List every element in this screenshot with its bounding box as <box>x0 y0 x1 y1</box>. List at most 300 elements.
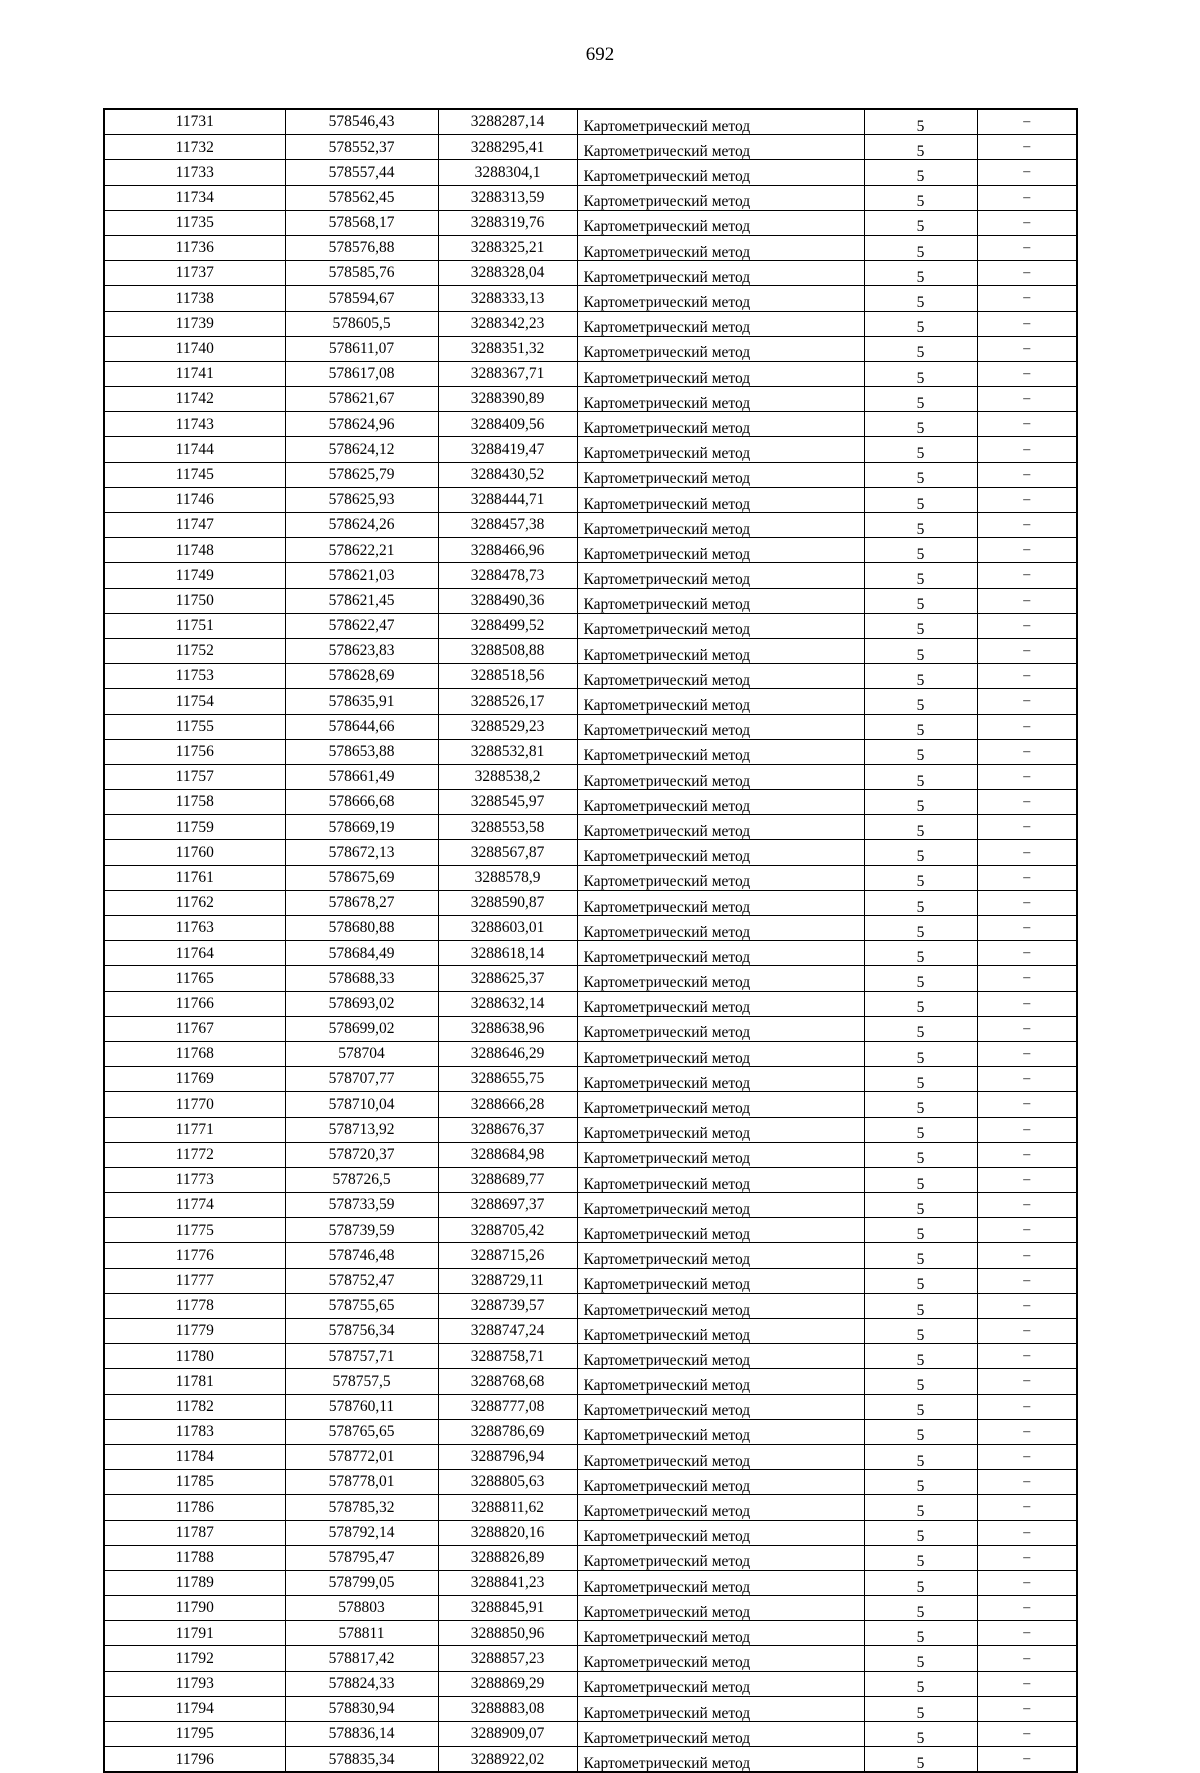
cell-y-coordinate: 3288758,71 <box>438 1344 577 1369</box>
cell-y-coordinate: 3288909,07 <box>438 1722 577 1747</box>
cell-dash: – <box>977 1369 1077 1394</box>
cell-x-coordinate: 578611,07 <box>285 336 438 361</box>
cell-x-coordinate: 578675,69 <box>285 865 438 890</box>
cell-y-coordinate: 3288545,97 <box>438 790 577 815</box>
cell-dash: – <box>977 513 1077 538</box>
cell-y-coordinate: 3288857,23 <box>438 1646 577 1671</box>
cell-y-coordinate: 3288638,96 <box>438 1016 577 1041</box>
cell-method: Картометрический метод <box>577 538 864 563</box>
cell-dash: – <box>977 1319 1077 1344</box>
cell-point-number: 11769 <box>104 1067 285 1092</box>
cell-precision: 5 <box>864 1722 977 1747</box>
cell-y-coordinate: 3288603,01 <box>438 916 577 941</box>
table-row <box>104 160 1077 185</box>
cell-x-coordinate: 578799,05 <box>285 1570 438 1595</box>
cell-y-coordinate: 3288666,28 <box>438 1092 577 1117</box>
cell-method: Картометрический метод <box>577 966 864 991</box>
cell-dash: – <box>977 1117 1077 1142</box>
cell-x-coordinate: 578621,67 <box>285 387 438 412</box>
cell-x-coordinate: 578585,76 <box>285 261 438 286</box>
table-row <box>104 1016 1077 1041</box>
cell-precision: 5 <box>864 1243 977 1268</box>
table-row <box>104 840 1077 865</box>
cell-point-number: 11739 <box>104 311 285 336</box>
cell-dash: – <box>977 235 1077 260</box>
table-row <box>104 487 1077 512</box>
cell-y-coordinate: 3288409,56 <box>438 412 577 437</box>
cell-point-number: 11771 <box>104 1117 285 1142</box>
table-row <box>104 336 1077 361</box>
table-row <box>104 1167 1077 1192</box>
cell-precision: 5 <box>864 1621 977 1646</box>
cell-x-coordinate: 578672,13 <box>285 840 438 865</box>
cell-method: Картометрический метод <box>577 1193 864 1218</box>
cell-point-number: 11796 <box>104 1747 285 1773</box>
cell-point-number: 11749 <box>104 563 285 588</box>
cell-y-coordinate: 3288632,14 <box>438 991 577 1016</box>
cell-precision: 5 <box>864 1344 977 1369</box>
table-row <box>104 638 1077 663</box>
cell-precision: 5 <box>864 588 977 613</box>
cell-dash: – <box>977 286 1077 311</box>
cell-point-number: 11770 <box>104 1092 285 1117</box>
cell-point-number: 11778 <box>104 1293 285 1318</box>
table-row <box>104 1621 1077 1646</box>
cell-y-coordinate: 3288786,69 <box>438 1419 577 1444</box>
cell-precision: 5 <box>864 916 977 941</box>
cell-y-coordinate: 3288342,23 <box>438 311 577 336</box>
cell-x-coordinate: 578617,08 <box>285 361 438 386</box>
cell-x-coordinate: 578733,59 <box>285 1193 438 1218</box>
cell-method: Картометрический метод <box>577 387 864 412</box>
cell-x-coordinate: 578785,32 <box>285 1495 438 1520</box>
cell-x-coordinate: 578757,5 <box>285 1369 438 1394</box>
cell-x-coordinate: 578739,59 <box>285 1218 438 1243</box>
cell-y-coordinate: 3288684,98 <box>438 1142 577 1167</box>
cell-point-number: 11740 <box>104 336 285 361</box>
cell-x-coordinate: 578704 <box>285 1041 438 1066</box>
cell-point-number: 11758 <box>104 790 285 815</box>
cell-precision: 5 <box>864 1444 977 1469</box>
cell-precision: 5 <box>864 462 977 487</box>
table-row <box>104 1268 1077 1293</box>
cell-dash: – <box>977 1344 1077 1369</box>
cell-x-coordinate: 578795,47 <box>285 1545 438 1570</box>
cell-method: Картометрический метод <box>577 210 864 235</box>
cell-x-coordinate: 578824,33 <box>285 1671 438 1696</box>
cell-x-coordinate: 578772,01 <box>285 1444 438 1469</box>
cell-y-coordinate: 3288697,37 <box>438 1193 577 1218</box>
cell-precision: 5 <box>864 563 977 588</box>
cell-method: Картометрический метод <box>577 1344 864 1369</box>
cell-dash: – <box>977 135 1077 160</box>
cell-x-coordinate: 578752,47 <box>285 1268 438 1293</box>
cell-point-number: 11743 <box>104 412 285 437</box>
cell-method: Картометрический метод <box>577 1293 864 1318</box>
cell-point-number: 11755 <box>104 714 285 739</box>
cell-point-number: 11731 <box>104 109 285 135</box>
cell-precision: 5 <box>864 235 977 260</box>
cell-dash: – <box>977 1495 1077 1520</box>
cell-x-coordinate: 578792,14 <box>285 1520 438 1545</box>
cell-x-coordinate: 578622,47 <box>285 613 438 638</box>
cell-point-number: 11764 <box>104 941 285 966</box>
cell-dash: – <box>977 1696 1077 1721</box>
cell-point-number: 11767 <box>104 1016 285 1041</box>
cell-dash: – <box>977 890 1077 915</box>
cell-y-coordinate: 3288869,29 <box>438 1671 577 1696</box>
cell-dash: – <box>977 1167 1077 1192</box>
cell-x-coordinate: 578778,01 <box>285 1470 438 1495</box>
table-row <box>104 1671 1077 1696</box>
cell-dash: – <box>977 261 1077 286</box>
table-row <box>104 1419 1077 1444</box>
cell-point-number: 11759 <box>104 815 285 840</box>
cell-y-coordinate: 3288747,24 <box>438 1319 577 1344</box>
cell-y-coordinate: 3288845,91 <box>438 1596 577 1621</box>
cell-point-number: 11777 <box>104 1268 285 1293</box>
cell-precision: 5 <box>864 664 977 689</box>
cell-point-number: 11732 <box>104 135 285 160</box>
cell-point-number: 11790 <box>104 1596 285 1621</box>
cell-point-number: 11766 <box>104 991 285 1016</box>
cell-precision: 5 <box>864 1495 977 1520</box>
cell-precision: 5 <box>864 865 977 890</box>
cell-point-number: 11736 <box>104 235 285 260</box>
cell-dash: – <box>977 1067 1077 1092</box>
cell-precision: 5 <box>864 1646 977 1671</box>
table-row <box>104 1722 1077 1747</box>
cell-x-coordinate: 578684,49 <box>285 941 438 966</box>
cell-x-coordinate: 578594,67 <box>285 286 438 311</box>
cell-precision: 5 <box>864 1747 977 1773</box>
table-row <box>104 210 1077 235</box>
cell-method: Картометрический метод <box>577 1419 864 1444</box>
cell-y-coordinate: 3288532,81 <box>438 739 577 764</box>
cell-method: Картометрический метод <box>577 1621 864 1646</box>
cell-y-coordinate: 3288457,38 <box>438 513 577 538</box>
cell-y-coordinate: 3288850,96 <box>438 1621 577 1646</box>
cell-precision: 5 <box>864 1117 977 1142</box>
cell-precision: 5 <box>864 991 977 1016</box>
cell-method: Картометрический метод <box>577 1444 864 1469</box>
table-row <box>104 941 1077 966</box>
cell-point-number: 11780 <box>104 1344 285 1369</box>
cell-method: Картометрический метод <box>577 361 864 386</box>
table-row <box>104 1319 1077 1344</box>
table-row <box>104 1696 1077 1721</box>
table-row <box>104 437 1077 462</box>
cell-method: Картометрический метод <box>577 689 864 714</box>
cell-method: Картометрический метод <box>577 1041 864 1066</box>
cell-point-number: 11741 <box>104 361 285 386</box>
cell-method: Картометрический метод <box>577 135 864 160</box>
cell-method: Картометрический метод <box>577 764 864 789</box>
cell-method: Картометрический метод <box>577 890 864 915</box>
cell-x-coordinate: 578625,79 <box>285 462 438 487</box>
cell-dash: – <box>977 311 1077 336</box>
cell-x-coordinate: 578726,5 <box>285 1167 438 1192</box>
table-row <box>104 513 1077 538</box>
cell-x-coordinate: 578625,93 <box>285 487 438 512</box>
cell-precision: 5 <box>864 538 977 563</box>
cell-dash: – <box>977 1016 1077 1041</box>
cell-y-coordinate: 3288777,08 <box>438 1394 577 1419</box>
cell-precision: 5 <box>864 790 977 815</box>
cell-precision: 5 <box>864 764 977 789</box>
cell-point-number: 11753 <box>104 664 285 689</box>
cell-x-coordinate: 578653,88 <box>285 739 438 764</box>
cell-dash: – <box>977 966 1077 991</box>
table-row <box>104 1495 1077 1520</box>
table-row <box>104 966 1077 991</box>
cell-x-coordinate: 578552,37 <box>285 135 438 160</box>
cell-dash: – <box>977 840 1077 865</box>
cell-dash: – <box>977 689 1077 714</box>
cell-point-number: 11734 <box>104 185 285 210</box>
cell-y-coordinate: 3288646,29 <box>438 1041 577 1066</box>
cell-y-coordinate: 3288820,16 <box>438 1520 577 1545</box>
cell-method: Картометрический метод <box>577 185 864 210</box>
cell-dash: – <box>977 109 1077 135</box>
cell-precision: 5 <box>864 412 977 437</box>
cell-point-number: 11745 <box>104 462 285 487</box>
cell-method: Картометрический метод <box>577 1243 864 1268</box>
cell-x-coordinate: 578546,43 <box>285 109 438 135</box>
cell-y-coordinate: 3288590,87 <box>438 890 577 915</box>
cell-dash: – <box>977 462 1077 487</box>
cell-x-coordinate: 578622,21 <box>285 538 438 563</box>
cell-x-coordinate: 578635,91 <box>285 689 438 714</box>
cell-dash: – <box>977 538 1077 563</box>
cell-precision: 5 <box>864 185 977 210</box>
cell-y-coordinate: 3288508,88 <box>438 638 577 663</box>
cell-point-number: 11781 <box>104 1369 285 1394</box>
cell-y-coordinate: 3288922,02 <box>438 1747 577 1773</box>
cell-x-coordinate: 578688,33 <box>285 966 438 991</box>
cell-point-number: 11733 <box>104 160 285 185</box>
cell-method: Картометрический метод <box>577 160 864 185</box>
cell-y-coordinate: 3288805,63 <box>438 1470 577 1495</box>
cell-x-coordinate: 578836,14 <box>285 1722 438 1747</box>
table-row <box>104 739 1077 764</box>
cell-point-number: 11747 <box>104 513 285 538</box>
cell-point-number: 11762 <box>104 890 285 915</box>
cell-dash: – <box>977 1747 1077 1773</box>
cell-y-coordinate: 3288390,89 <box>438 387 577 412</box>
table-row <box>104 1092 1077 1117</box>
cell-y-coordinate: 3288466,96 <box>438 538 577 563</box>
table-row <box>104 563 1077 588</box>
cell-y-coordinate: 3288553,58 <box>438 815 577 840</box>
cell-method: Картометрический метод <box>577 1747 864 1773</box>
cell-x-coordinate: 578644,66 <box>285 714 438 739</box>
cell-point-number: 11760 <box>104 840 285 865</box>
cell-dash: – <box>977 1570 1077 1595</box>
cell-method: Картометрический метод <box>577 261 864 286</box>
cell-y-coordinate: 3288705,42 <box>438 1218 577 1243</box>
cell-x-coordinate: 578707,77 <box>285 1067 438 1092</box>
cell-precision: 5 <box>864 815 977 840</box>
cell-point-number: 11775 <box>104 1218 285 1243</box>
cell-y-coordinate: 3288538,2 <box>438 764 577 789</box>
cell-point-number: 11794 <box>104 1696 285 1721</box>
cell-x-coordinate: 578623,83 <box>285 638 438 663</box>
cell-point-number: 11786 <box>104 1495 285 1520</box>
cell-x-coordinate: 578562,45 <box>285 185 438 210</box>
cell-point-number: 11752 <box>104 638 285 663</box>
cell-dash: – <box>977 210 1077 235</box>
cell-method: Картометрический метод <box>577 1470 864 1495</box>
cell-point-number: 11750 <box>104 588 285 613</box>
cell-x-coordinate: 578621,45 <box>285 588 438 613</box>
cell-point-number: 11754 <box>104 689 285 714</box>
cell-dash: – <box>977 1142 1077 1167</box>
cell-x-coordinate: 578713,92 <box>285 1117 438 1142</box>
cell-method: Картометрический метод <box>577 664 864 689</box>
cell-precision: 5 <box>864 638 977 663</box>
cell-precision: 5 <box>864 487 977 512</box>
cell-method: Картометрический метод <box>577 1646 864 1671</box>
cell-dash: – <box>977 361 1077 386</box>
cell-point-number: 11744 <box>104 437 285 462</box>
cell-method: Картометрический метод <box>577 286 864 311</box>
cell-precision: 5 <box>864 1218 977 1243</box>
table-row <box>104 1193 1077 1218</box>
table-row <box>104 588 1077 613</box>
cell-x-coordinate: 578817,42 <box>285 1646 438 1671</box>
table-row <box>104 387 1077 412</box>
cell-method: Картометрический метод <box>577 336 864 361</box>
cell-x-coordinate: 578557,44 <box>285 160 438 185</box>
cell-point-number: 11793 <box>104 1671 285 1696</box>
cell-point-number: 11737 <box>104 261 285 286</box>
cell-method: Картометрический метод <box>577 916 864 941</box>
cell-method: Картометрический метод <box>577 739 864 764</box>
cell-dash: – <box>977 1268 1077 1293</box>
cell-point-number: 11772 <box>104 1142 285 1167</box>
table-row <box>104 261 1077 286</box>
table-row <box>104 991 1077 1016</box>
cell-dash: – <box>977 1218 1077 1243</box>
cell-point-number: 11785 <box>104 1470 285 1495</box>
cell-y-coordinate: 3288526,17 <box>438 689 577 714</box>
cell-method: Картометрический метод <box>577 1319 864 1344</box>
table-row <box>104 412 1077 437</box>
cell-method: Картометрический метод <box>577 1570 864 1595</box>
cell-precision: 5 <box>864 1319 977 1344</box>
cell-dash: – <box>977 1722 1077 1747</box>
cell-method: Картометрический метод <box>577 1142 864 1167</box>
table-row <box>104 1117 1077 1142</box>
cell-dash: – <box>977 1092 1077 1117</box>
cell-y-coordinate: 3288729,11 <box>438 1268 577 1293</box>
table-row <box>104 1646 1077 1671</box>
cell-x-coordinate: 578666,68 <box>285 790 438 815</box>
cell-dash: – <box>977 664 1077 689</box>
cell-dash: – <box>977 1671 1077 1696</box>
cell-x-coordinate: 578624,96 <box>285 412 438 437</box>
cell-precision: 5 <box>864 361 977 386</box>
page-number: 692 <box>585 44 615 65</box>
table-row <box>104 1470 1077 1495</box>
cell-point-number: 11776 <box>104 1243 285 1268</box>
coordinates-table <box>103 108 1078 1773</box>
cell-precision: 5 <box>864 1520 977 1545</box>
table-row <box>104 815 1077 840</box>
cell-precision: 5 <box>864 689 977 714</box>
cell-x-coordinate: 578624,12 <box>285 437 438 462</box>
cell-precision: 5 <box>864 1671 977 1696</box>
cell-y-coordinate: 3288883,08 <box>438 1696 577 1721</box>
cell-y-coordinate: 3288351,32 <box>438 336 577 361</box>
table-row <box>104 664 1077 689</box>
cell-x-coordinate: 578669,19 <box>285 815 438 840</box>
cell-y-coordinate: 3288811,62 <box>438 1495 577 1520</box>
table-row <box>104 462 1077 487</box>
cell-precision: 5 <box>864 387 977 412</box>
cell-precision: 5 <box>864 941 977 966</box>
cell-dash: – <box>977 1243 1077 1268</box>
cell-point-number: 11792 <box>104 1646 285 1671</box>
cell-precision: 5 <box>864 1041 977 1066</box>
cell-method: Картометрический метод <box>577 613 864 638</box>
cell-precision: 5 <box>864 1369 977 1394</box>
cell-method: Картометрический метод <box>577 1671 864 1696</box>
cell-dash: – <box>977 336 1077 361</box>
cell-precision: 5 <box>864 1016 977 1041</box>
cell-dash: – <box>977 714 1077 739</box>
cell-point-number: 11742 <box>104 387 285 412</box>
table-row <box>104 1243 1077 1268</box>
cell-point-number: 11746 <box>104 487 285 512</box>
cell-method: Картометрический метод <box>577 1520 864 1545</box>
cell-precision: 5 <box>864 210 977 235</box>
cell-method: Картометрический метод <box>577 311 864 336</box>
cell-dash: – <box>977 1646 1077 1671</box>
cell-method: Картометрический метод <box>577 941 864 966</box>
cell-precision: 5 <box>864 739 977 764</box>
cell-method: Картометрический метод <box>577 1394 864 1419</box>
cell-precision: 5 <box>864 1142 977 1167</box>
cell-point-number: 11757 <box>104 764 285 789</box>
cell-dash: – <box>977 563 1077 588</box>
table-body <box>104 109 1077 1772</box>
cell-precision: 5 <box>864 1067 977 1092</box>
cell-y-coordinate: 3288739,57 <box>438 1293 577 1318</box>
cell-x-coordinate: 578757,71 <box>285 1344 438 1369</box>
table-row <box>104 890 1077 915</box>
cell-x-coordinate: 578811 <box>285 1621 438 1646</box>
cell-x-coordinate: 578628,69 <box>285 664 438 689</box>
cell-point-number: 11784 <box>104 1444 285 1469</box>
cell-dash: – <box>977 613 1077 638</box>
table-row <box>104 714 1077 739</box>
cell-precision: 5 <box>864 1092 977 1117</box>
table-row <box>104 865 1077 890</box>
cell-x-coordinate: 578710,04 <box>285 1092 438 1117</box>
cell-precision: 5 <box>864 1570 977 1595</box>
cell-x-coordinate: 578693,02 <box>285 991 438 1016</box>
cell-precision: 5 <box>864 1268 977 1293</box>
cell-method: Картометрический метод <box>577 437 864 462</box>
table-row <box>104 235 1077 260</box>
cell-point-number: 11765 <box>104 966 285 991</box>
cell-point-number: 11763 <box>104 916 285 941</box>
cell-dash: – <box>977 387 1077 412</box>
table-row <box>104 286 1077 311</box>
table-row <box>104 135 1077 160</box>
